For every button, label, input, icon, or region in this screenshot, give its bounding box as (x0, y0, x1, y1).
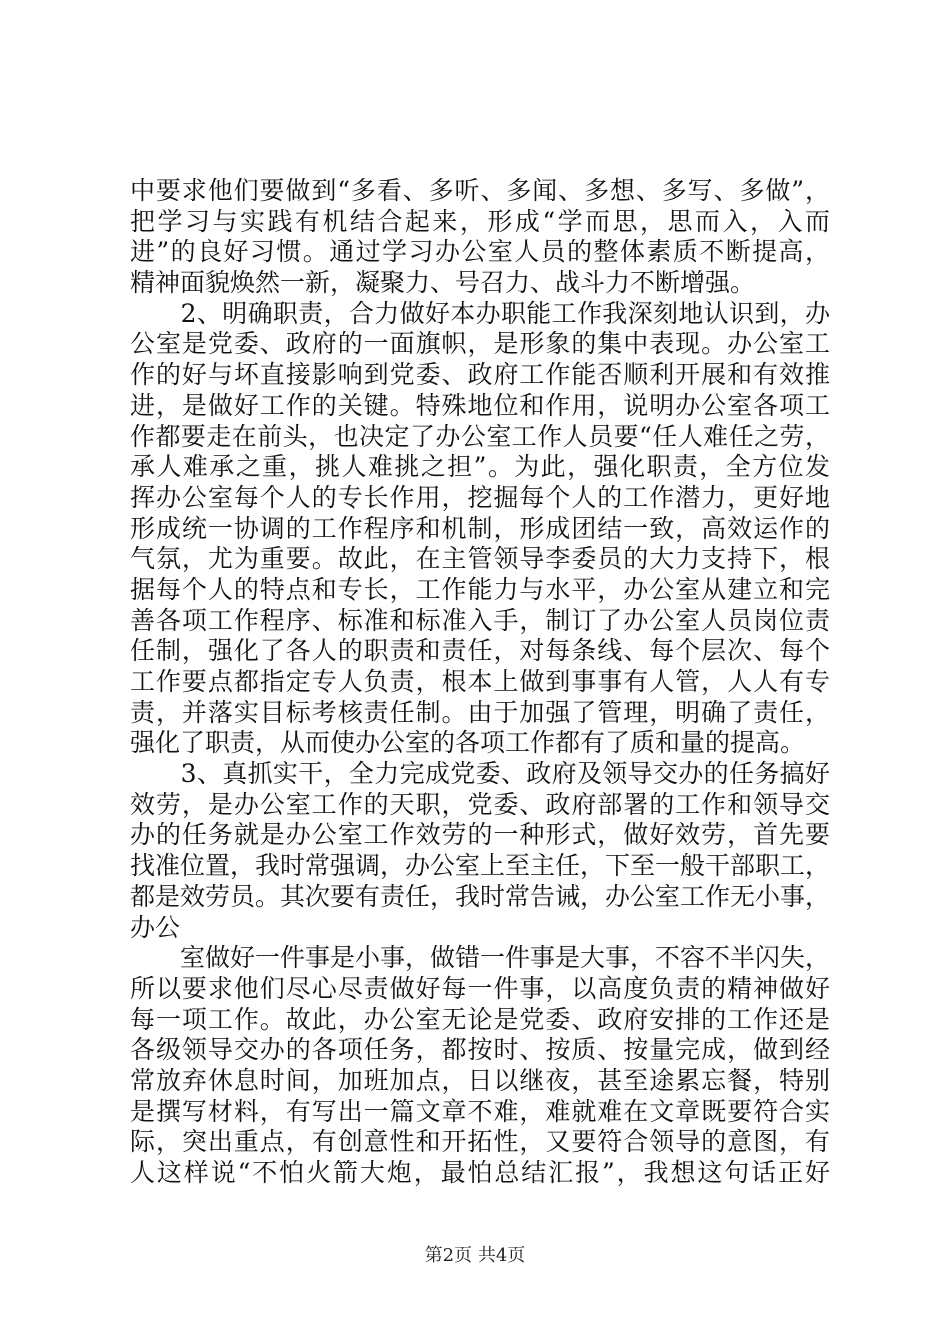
text-line: 室做好一件事是小事，做错一件事是大事，不容不半闪失， (130, 943, 831, 973)
text-line: 把学习与实践有机结合起来，形成“学而思，思而入，入而 (130, 206, 830, 236)
text-line: 精神面貌焕然一新，凝聚力、号召力、战斗力不断增强。 (130, 268, 756, 298)
text-line: 任制，强化了各人的职责和责任，对每条线、每个层次、每个 (130, 636, 830, 666)
text-line: 善各项工作程序、标准和标准入手，制订了办公室人员岗位责 (130, 605, 830, 635)
text-line: 气氛，尤为重要。故此，在主管领导李委员的大力支持下，根 (130, 544, 830, 574)
text-line: 2、明确职责，合力做好本办职能工作我深刻地认识到，办 (130, 298, 830, 328)
text-line: 中要求他们要做到“多看、多听、多闻、多想、多写、多做”， (130, 176, 830, 205)
text-line: 办公 (130, 912, 181, 942)
text-line: 人这样说“不怕火箭大炮，最怕总结汇报”，我想这句话正好 (130, 1158, 830, 1187)
text-line: 进，是做好工作的关键。特殊地位和作用，说明办公室各项工 (130, 390, 830, 420)
text-line: 强化了职责，从而使办公室的各项工作都有了质和量的提高。 (130, 728, 806, 758)
text-line: 承人难承之重，挑人难挑之担”。为此，强化职责，全方位发 (130, 452, 830, 482)
text-line: 各级领导交办的各项任务，都按时、按质、按量完成，做到经 (130, 1035, 830, 1065)
text-line: 据每个人的特点和专长，工作能力与水平，办公室从建立和完 (130, 574, 830, 604)
text-line: 进”的良好习惯。通过学习办公室人员的整体素质不断提高， (130, 237, 830, 267)
page-number-label: 第2页 共4页 (424, 1245, 526, 1266)
text-line: 是撰写材料，有写出一篇文章不难，难就难在文章既要符合实 (130, 1096, 830, 1126)
text-line: 公室是党委、政府的一面旗帜，是形象的集中表现。办公室工 (130, 329, 830, 359)
text-line: 每一项工作。故此，办公室无论是党委、政府安排的工作还是 (130, 1004, 830, 1034)
text-line: 形成统一协调的工作程序和机制，形成团结一致，高效运作的 (130, 513, 830, 543)
page-footer (0, 1245, 950, 1267)
text-line: 常放弃休息时间，加班加点，日以继夜，甚至途累忘餐，特别 (130, 1065, 830, 1095)
document-body (130, 176, 830, 1189)
text-line: 效劳，是办公室工作的天职，党委、政府部署的工作和领导交 (130, 789, 830, 819)
text-line: 所以要求他们尽心尽责做好每一件事，以高度负责的精神做好 (130, 973, 830, 1003)
text-line: 工作要点都指定专人负责，根本上做到事事有人管，人人有专 (130, 667, 830, 696)
text-line: 挥办公室每个人的专长作用，挖掘每个人的工作潜力，更好地 (130, 482, 830, 512)
text-line: 办的任务就是办公室工作效劳的一种形式，做好效劳，首先要 (130, 820, 830, 850)
text-line: 责，并落实目标考核责任制。由于加强了管理，明确了责任， (130, 697, 830, 727)
text-line: 找准位置，我时常强调，办公室上至主任，下至一般干部职工， (130, 851, 831, 881)
text-line: 作都要走在前头，也决定了办公室工作人员要“任人难任之劳， (130, 421, 830, 451)
text-line: 际，突出重点，有创意性和开拓性，又要符合领导的意图，有 (130, 1127, 830, 1157)
text-line: 3、真抓实干，全力完成党委、政府及领导交办的任务搞好 (130, 759, 830, 789)
text-line: 都是效劳员。其次要有责任，我时常告诫，办公室工作无小事， (130, 881, 831, 911)
text-line: 作的好与坏直接影响到党委、政府工作能否顺利开展和有效推 (130, 360, 830, 390)
